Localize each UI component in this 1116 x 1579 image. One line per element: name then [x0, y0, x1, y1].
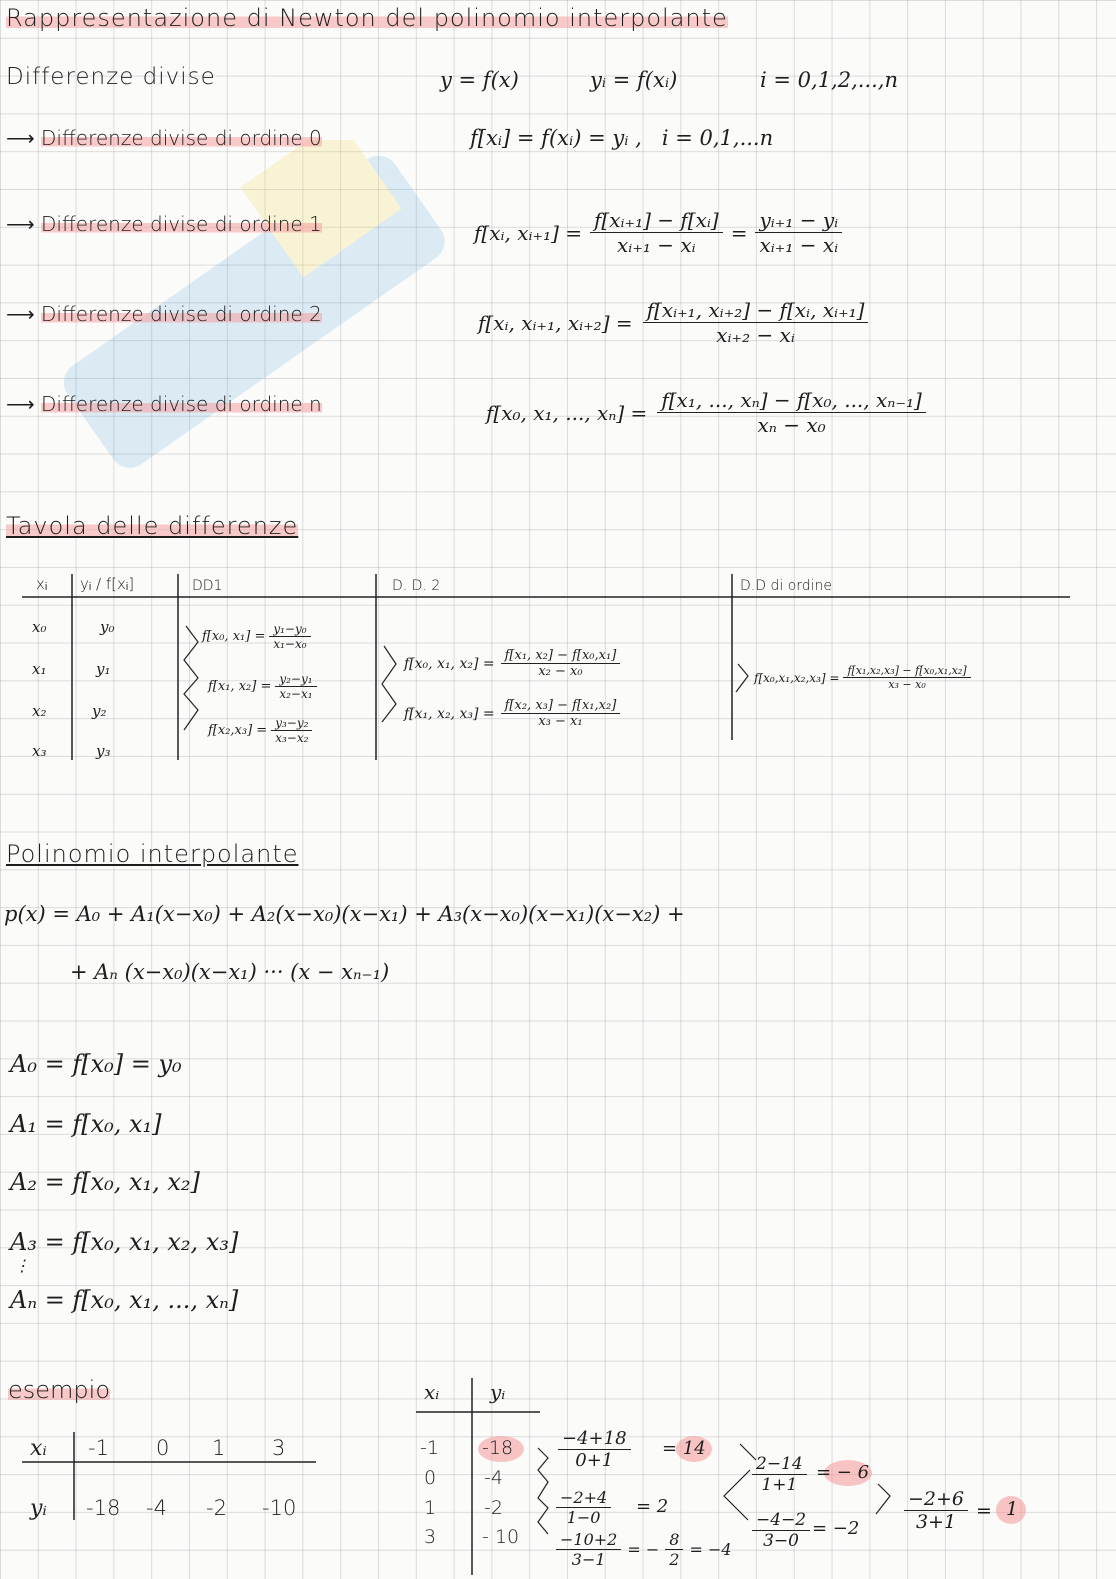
dd-order1-label: ⟶ Differenze divise di ordine 1	[6, 212, 322, 236]
example-dd2-1: $\frac{-4-2}{3-0}$	[752, 1510, 810, 1551]
table-y3: y₃	[96, 742, 111, 760]
table-y2: y₂	[92, 702, 107, 720]
table-x1: x₁	[32, 660, 47, 678]
dd-order2-fraction: $\frac{\text{f[xᵢ₊₁, xᵢ₊₂] − f[xᵢ, xᵢ₊₁]}}{\text{xᵢ₊₂ − xᵢ}}$	[643, 298, 869, 347]
example-y-3: -10	[262, 1496, 297, 1520]
def-yi: yᵢ = f(xᵢ)	[590, 68, 678, 92]
example-y-0: -18	[86, 1496, 121, 1520]
table-header-y: yᵢ / f[xᵢ]	[80, 575, 135, 593]
table-header-ddn: D.D di ordine	[740, 578, 833, 594]
table-header-dd2: D. D. 2	[392, 578, 441, 594]
dd-order1-formula: f[xᵢ, xᵢ₊₁] = $\frac{\text{f[xᵢ₊₁] − f[xᵢ]}}{\text{xᵢ₊₁ − xᵢ}}$ = $\frac{\text{yᵢ₊₁ − yᵢ}}{\text{xᵢ₊₁ − xᵢ}}$	[474, 208, 842, 257]
example-dd1-1: $\frac{-2+4}{1-0}$	[556, 1488, 611, 1527]
coefficient-a2: A₂ = f[x₀, x₁, x₂]	[10, 1168, 200, 1196]
polynomial-line-1: p(x) = A₀ + A₁(x−x₀) + A₂(x−x₀)(x−x₁) + A₃(x−x₀)(x−x₁)(x−x₂) +	[4, 902, 685, 926]
section-heading-divided-differences: Differenze divise	[6, 64, 216, 90]
def-i-range: i = 0,1,2,...,n	[760, 68, 898, 92]
example-dd1-0-result: = 14	[662, 1438, 706, 1459]
example-y-2: -2	[206, 1496, 227, 1520]
example-col-y-0: -18	[482, 1437, 514, 1459]
table-dd2-0: f[x₀, x₁, x₂] = $\frac{\text{f[x₁, x₂] − f[x₀,x₁]}}{\text{x₂ − x₀}}$	[404, 648, 620, 679]
def-y: y = f(x)	[440, 68, 519, 92]
table-header-x: xᵢ	[36, 575, 48, 593]
example-dd1-2: $\frac{-10+2}{3-1}$ = − $\frac{8}{2}$ = −4	[556, 1530, 732, 1569]
example-dd1-1-result: = 2	[636, 1496, 669, 1517]
example-col-y-label: yᵢ	[490, 1380, 506, 1404]
coefficient-a0: A₀ = f[x₀] = y₀	[10, 1050, 182, 1078]
example-dd2-1-result: = −2	[812, 1518, 860, 1539]
table-x3: x₃	[32, 742, 47, 760]
table-y0: y₀	[100, 618, 115, 636]
table-x0: x₀	[32, 618, 47, 636]
example-x-3: 3	[272, 1436, 286, 1460]
dd-order2-label: ⟶ Differenze divise di ordine 2	[6, 302, 322, 326]
example-col-x-2: 1	[424, 1497, 437, 1519]
table-header-dd1: DD1	[192, 578, 223, 594]
dd-order2-formula: f[xᵢ, xᵢ₊₁, xᵢ₊₂] = $\frac{\text{f[xᵢ₊₁, xᵢ₊₂] − f[xᵢ, xᵢ₊₁]}}{\text{xᵢ₊₂ − xᵢ}}$	[478, 298, 868, 347]
table-y1: y₁	[96, 660, 111, 678]
example-x-2: 1	[212, 1436, 226, 1460]
example-col-x-3: 3	[424, 1526, 437, 1548]
example-row-y-label: yᵢ	[30, 1496, 47, 1521]
dd-order1-fraction-y: $\frac{\text{yᵢ₊₁ − yᵢ}}{\text{xᵢ₊₁ − xᵢ}}$	[755, 208, 842, 257]
table-x2: x₂	[32, 702, 47, 720]
coefficient-a1: A₁ = f[x₀, x₁]	[10, 1110, 162, 1138]
example-col-x-1: 0	[424, 1467, 437, 1489]
dd-ordern-label: ⟶ Differenze divise di ordine n	[6, 392, 322, 416]
example-dd2-0: $\frac{2-14}{1+1}$	[752, 1454, 807, 1495]
dd-ordern-formula: f[x₀, x₁, ..., xₙ] = $\frac{\text{f[x₁, ..., xₙ] − f[x₀, ..., xₙ₋₁]}}{\text{xₙ − x₀}}$	[486, 388, 926, 437]
dd-order0-formula: f[xᵢ] = f(xᵢ) = yᵢ , i = 0,1,...n	[470, 126, 774, 150]
section-heading-polynomial: Polinomio interpolante	[6, 840, 299, 868]
polynomial-line-2: + Aₙ (x−x₀)(x−x₁) ··· (x − xₙ₋₁)	[70, 960, 390, 984]
table-dd1-2: f[x₂,x₃] = $\frac{\text{y₃−y₂}}{\text{x₃−x₂}}$	[208, 716, 312, 745]
example-col-y-1: -4	[484, 1467, 503, 1489]
table-dd3: f[x₀,x₁,x₂,x₃] = $\frac{\text{f[x₁,x₂,x₃] − f[x₀,x₁,x₂]}}{\text{x₃ − x₀}}$	[754, 664, 971, 691]
page-title: Rappresentazione di Newton del polinomio interpolante	[6, 4, 728, 32]
dd-ordern-fraction: $\frac{\text{f[x₁, ..., xₙ] − f[x₀, ..., xₙ₋₁]}}{\text{xₙ − x₀}}$	[657, 388, 925, 437]
example-y-1: -4	[146, 1496, 167, 1520]
dd-order0-label: ⟶ Differenze divise di ordine 0	[6, 126, 322, 150]
example-dd2-0-result: = − 6	[816, 1462, 870, 1483]
coefficient-an: Aₙ = f[x₀, x₁, ..., xₙ]	[10, 1286, 239, 1314]
example-final-result: 1	[1006, 1498, 1019, 1520]
table-dd2-1: f[x₁, x₂, x₃] = $\frac{\text{f[x₂, x₃] − f[x₁,x₂]}}{\text{x₃ − x₁}}$	[404, 698, 620, 729]
example-row-x-label: xᵢ	[30, 1436, 47, 1461]
coefficient-ellipsis: ⋮	[14, 1256, 30, 1275]
dd-order1-fraction: $\frac{\text{f[xᵢ₊₁] − f[xᵢ]}}{\text{xᵢ₊₁ − xᵢ}}$	[590, 208, 723, 257]
example-col-x-label: xᵢ	[424, 1380, 440, 1404]
table-dd1-1: f[x₁, x₂] = $\frac{\text{y₂−y₁}}{\text{x₂−x₁}}$	[208, 672, 317, 701]
coefficient-a3: A₃ = f[x₀, x₁, x₂, x₃]	[10, 1228, 239, 1256]
example-col-y-2: -2	[484, 1497, 503, 1519]
example-x-0: -1	[88, 1436, 109, 1460]
table-dd1-0: f[x₀, x₁] = $\frac{\text{y₁−y₀}}{\text{x₁−x₀}}$	[202, 622, 311, 651]
section-heading-example: esempio	[8, 1376, 110, 1404]
example-col-x-0: -1	[420, 1437, 439, 1459]
section-heading-difference-table: Tavola delle differenze	[6, 512, 299, 540]
example-dd1-0: $\frac{-4+18}{0+1}$	[558, 1428, 631, 1471]
example-x-1: 0	[156, 1436, 170, 1460]
example-dd3: $\frac{-2+6}{3+1}$ =	[904, 1488, 992, 1533]
example-col-y-3: - 10	[482, 1526, 520, 1548]
